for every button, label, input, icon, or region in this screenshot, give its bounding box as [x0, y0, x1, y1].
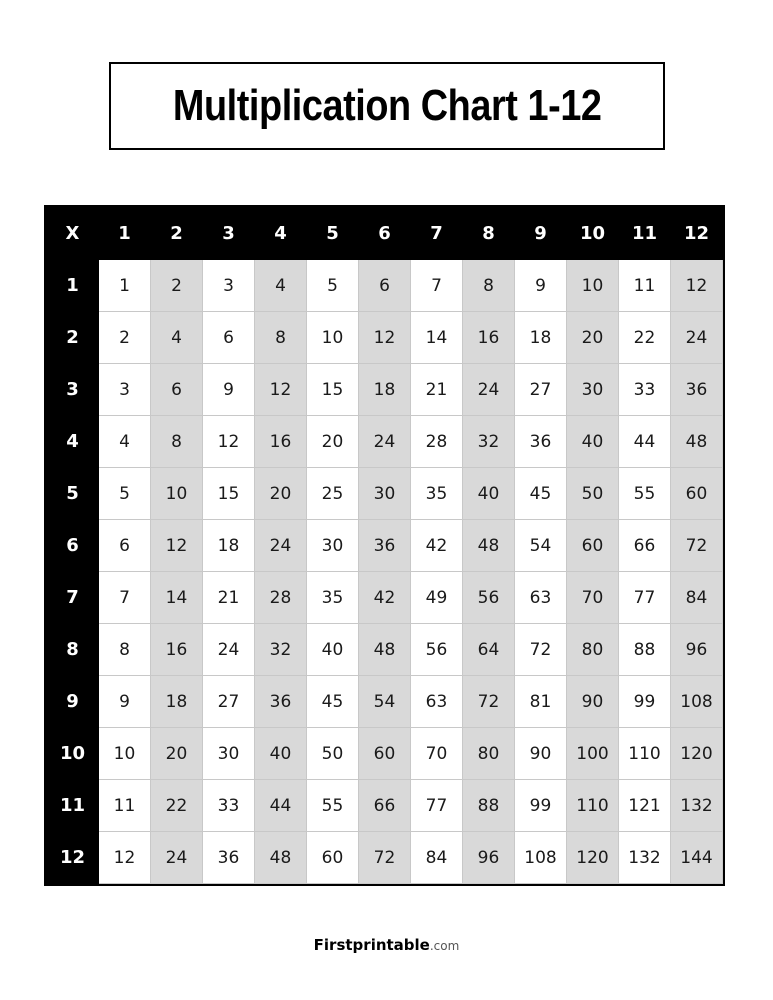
page-title: Multiplication Chart 1-12 [172, 81, 602, 130]
table-cell: 27 [203, 676, 255, 728]
row-header: 9 [47, 676, 99, 728]
table-cell: 5 [99, 468, 151, 520]
table-cell: 12 [99, 832, 151, 884]
table-cell: 120 [567, 832, 619, 884]
table-cell: 99 [619, 676, 671, 728]
table-cell: 1 [99, 260, 151, 312]
row-header: 12 [47, 832, 99, 884]
table-cell: 4 [99, 416, 151, 468]
table-cell: 16 [151, 624, 203, 676]
brand-name: Firstprintable [313, 936, 430, 954]
table-row [47, 520, 723, 572]
table-cell: 96 [463, 832, 515, 884]
table-cell: 63 [515, 572, 567, 624]
table-cell: 20 [307, 416, 359, 468]
footer [0, 935, 773, 954]
table-cell: 40 [463, 468, 515, 520]
table-cell: 30 [203, 728, 255, 780]
table-cell: 48 [359, 624, 411, 676]
table-row [47, 312, 723, 364]
table-cell: 21 [411, 364, 463, 416]
table-cell: 6 [151, 364, 203, 416]
row-header: 6 [47, 520, 99, 572]
table-cell: 70 [567, 572, 619, 624]
corner-cell: X [47, 208, 99, 260]
table-cell: 11 [619, 260, 671, 312]
table-cell: 22 [151, 780, 203, 832]
row-header: 7 [47, 572, 99, 624]
row-header: 8 [47, 624, 99, 676]
table-cell: 20 [255, 468, 307, 520]
table-cell: 21 [203, 572, 255, 624]
table-cell: 24 [359, 416, 411, 468]
table-row [47, 728, 723, 780]
table-cell: 6 [99, 520, 151, 572]
table-cell: 24 [151, 832, 203, 884]
table-cell: 27 [515, 364, 567, 416]
table-cell: 42 [359, 572, 411, 624]
column-header: 10 [567, 208, 619, 260]
table-cell: 12 [359, 312, 411, 364]
table-cell: 10 [567, 260, 619, 312]
table-cell: 35 [307, 572, 359, 624]
table-cell: 70 [411, 728, 463, 780]
brand-tld: .com [429, 939, 460, 953]
table-cell: 80 [567, 624, 619, 676]
table-cell: 72 [359, 832, 411, 884]
table-cell: 8 [99, 624, 151, 676]
table-cell: 33 [619, 364, 671, 416]
column-header: 5 [307, 208, 359, 260]
table-cell: 48 [463, 520, 515, 572]
table-cell: 54 [515, 520, 567, 572]
table-cell: 121 [619, 780, 671, 832]
row-header: 5 [47, 468, 99, 520]
table-cell: 60 [671, 468, 723, 520]
table-row [47, 468, 723, 520]
table-row [47, 572, 723, 624]
table-cell: 28 [255, 572, 307, 624]
table-cell: 25 [307, 468, 359, 520]
table-cell: 40 [255, 728, 307, 780]
table-cell: 7 [411, 260, 463, 312]
table-cell: 30 [307, 520, 359, 572]
table-cell: 40 [307, 624, 359, 676]
table-cell: 81 [515, 676, 567, 728]
table-cell: 66 [619, 520, 671, 572]
table-cell: 14 [151, 572, 203, 624]
table-cell: 108 [671, 676, 723, 728]
table-cell: 56 [411, 624, 463, 676]
table-cell: 84 [411, 832, 463, 884]
table-cell: 28 [411, 416, 463, 468]
row-header: 10 [47, 728, 99, 780]
table-cell: 50 [567, 468, 619, 520]
column-header: 7 [411, 208, 463, 260]
table-cell: 30 [359, 468, 411, 520]
table-cell: 80 [463, 728, 515, 780]
table-cell: 20 [151, 728, 203, 780]
table-cell: 4 [151, 312, 203, 364]
column-header: 8 [463, 208, 515, 260]
header-row [47, 208, 723, 260]
table-cell: 49 [411, 572, 463, 624]
table-cell: 48 [255, 832, 307, 884]
table-cell: 45 [515, 468, 567, 520]
table-cell: 11 [99, 780, 151, 832]
table-cell: 12 [671, 260, 723, 312]
table-cell: 36 [515, 416, 567, 468]
column-header: 4 [255, 208, 307, 260]
table-cell: 63 [411, 676, 463, 728]
table-cell: 18 [359, 364, 411, 416]
table-cell: 60 [567, 520, 619, 572]
table-cell: 3 [99, 364, 151, 416]
table-cell: 90 [567, 676, 619, 728]
table-cell: 9 [99, 676, 151, 728]
table-cell: 88 [619, 624, 671, 676]
table-row [47, 780, 723, 832]
table-cell: 10 [307, 312, 359, 364]
table-cell: 55 [307, 780, 359, 832]
table-row [47, 364, 723, 416]
table-cell: 42 [411, 520, 463, 572]
table-cell: 4 [255, 260, 307, 312]
table-cell: 96 [671, 624, 723, 676]
table-row [47, 624, 723, 676]
row-header: 11 [47, 780, 99, 832]
column-header: 2 [151, 208, 203, 260]
table-cell: 32 [255, 624, 307, 676]
column-header: 12 [671, 208, 723, 260]
table-row [47, 260, 723, 312]
column-header: 9 [515, 208, 567, 260]
row-header: 1 [47, 260, 99, 312]
table-cell: 35 [411, 468, 463, 520]
table-cell: 9 [515, 260, 567, 312]
table-cell: 132 [619, 832, 671, 884]
table-cell: 8 [255, 312, 307, 364]
column-header: 3 [203, 208, 255, 260]
row-header: 2 [47, 312, 99, 364]
table-cell: 100 [567, 728, 619, 780]
table-cell: 54 [359, 676, 411, 728]
table-cell: 60 [307, 832, 359, 884]
table-cell: 20 [567, 312, 619, 364]
table-cell: 72 [463, 676, 515, 728]
table-row [47, 676, 723, 728]
table-cell: 5 [307, 260, 359, 312]
table-cell: 15 [203, 468, 255, 520]
table-cell: 22 [619, 312, 671, 364]
table-cell: 18 [515, 312, 567, 364]
table-cell: 10 [151, 468, 203, 520]
table-cell: 120 [671, 728, 723, 780]
table-cell: 110 [619, 728, 671, 780]
table-cell: 33 [203, 780, 255, 832]
table-cell: 8 [151, 416, 203, 468]
table-cell: 64 [463, 624, 515, 676]
table-cell: 36 [671, 364, 723, 416]
table-cell: 7 [99, 572, 151, 624]
table-cell: 48 [671, 416, 723, 468]
table-cell: 88 [463, 780, 515, 832]
table-cell: 55 [619, 468, 671, 520]
table-cell: 9 [203, 364, 255, 416]
column-header: 11 [619, 208, 671, 260]
table-cell: 90 [515, 728, 567, 780]
table-cell: 6 [359, 260, 411, 312]
table-cell: 24 [255, 520, 307, 572]
table-row [47, 832, 723, 884]
table-cell: 3 [203, 260, 255, 312]
column-header: 6 [359, 208, 411, 260]
table-cell: 40 [567, 416, 619, 468]
table-cell: 6 [203, 312, 255, 364]
table-cell: 2 [151, 260, 203, 312]
table-cell: 44 [619, 416, 671, 468]
table-cell: 16 [255, 416, 307, 468]
table-cell: 77 [619, 572, 671, 624]
table-cell: 60 [359, 728, 411, 780]
table-cell: 12 [255, 364, 307, 416]
table-cell: 24 [203, 624, 255, 676]
row-header: 4 [47, 416, 99, 468]
title-box [109, 62, 665, 150]
table-cell: 15 [307, 364, 359, 416]
table-cell: 12 [203, 416, 255, 468]
table-cell: 77 [411, 780, 463, 832]
row-header: 3 [47, 364, 99, 416]
table-cell: 30 [567, 364, 619, 416]
table-cell: 45 [307, 676, 359, 728]
table-cell: 72 [671, 520, 723, 572]
table-cell: 18 [203, 520, 255, 572]
table-cell: 14 [411, 312, 463, 364]
table-row [47, 416, 723, 468]
table-cell: 144 [671, 832, 723, 884]
table-cell: 8 [463, 260, 515, 312]
table-cell: 84 [671, 572, 723, 624]
table-cell: 36 [203, 832, 255, 884]
table-cell: 132 [671, 780, 723, 832]
table-cell: 12 [151, 520, 203, 572]
table-cell: 36 [359, 520, 411, 572]
table-cell: 50 [307, 728, 359, 780]
table-cell: 56 [463, 572, 515, 624]
table-cell: 16 [463, 312, 515, 364]
table-cell: 32 [463, 416, 515, 468]
table-cell: 44 [255, 780, 307, 832]
table-cell: 24 [463, 364, 515, 416]
table-cell: 108 [515, 832, 567, 884]
table-cell: 10 [99, 728, 151, 780]
column-header: 1 [99, 208, 151, 260]
table-cell: 36 [255, 676, 307, 728]
table-cell: 72 [515, 624, 567, 676]
multiplication-table [46, 207, 723, 884]
table-cell: 24 [671, 312, 723, 364]
table-cell: 110 [567, 780, 619, 832]
table-cell: 18 [151, 676, 203, 728]
table-cell: 2 [99, 312, 151, 364]
table-cell: 66 [359, 780, 411, 832]
table-cell: 99 [515, 780, 567, 832]
